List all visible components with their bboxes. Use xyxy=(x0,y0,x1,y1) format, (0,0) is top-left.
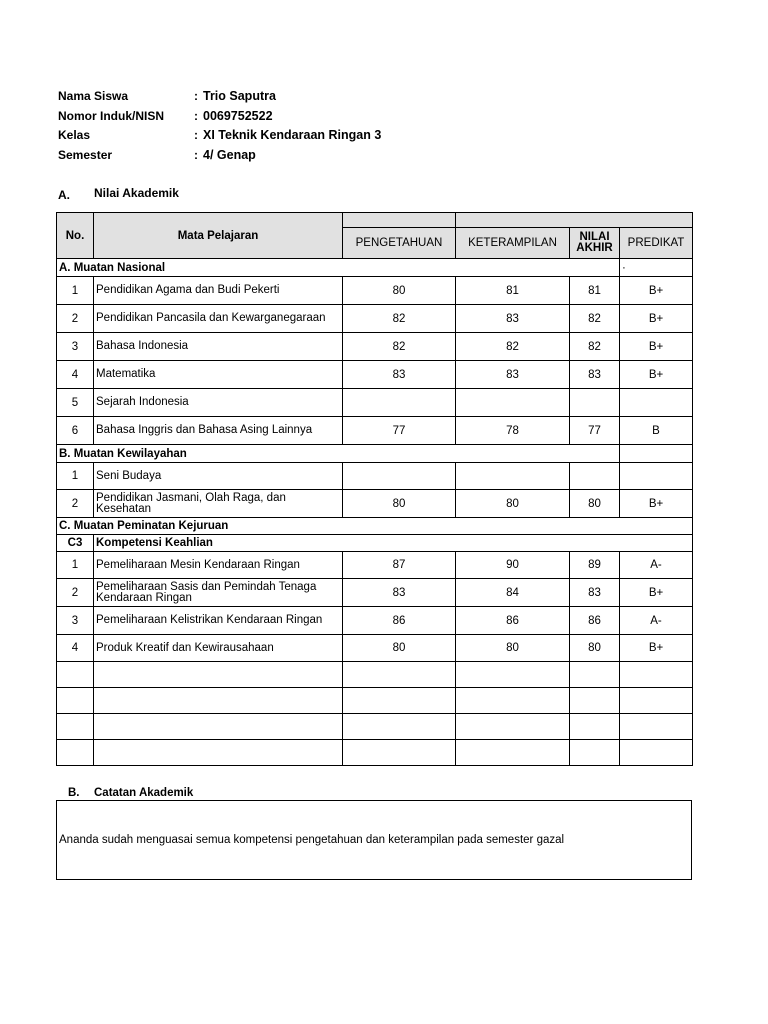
row-knowledge xyxy=(343,389,456,417)
row-skills: 78 xyxy=(456,417,570,445)
row-no: 2 xyxy=(57,579,94,607)
row-no: 3 xyxy=(57,607,94,635)
table-row xyxy=(57,417,693,445)
group-c-title: C. Muatan Peminatan Kejuruan xyxy=(57,518,693,535)
table-row xyxy=(57,361,693,389)
section-a-letter: A. xyxy=(58,188,70,202)
row-predicate: B+ xyxy=(620,579,693,607)
academic-notes-box xyxy=(56,800,692,880)
row-subject: Seni Budaya xyxy=(94,463,343,490)
row-no: 6 xyxy=(57,417,94,445)
class-label: Kelas xyxy=(58,128,91,142)
row-predicate xyxy=(620,463,693,490)
row-predicate: A- xyxy=(620,607,693,635)
row-subject: Bahasa Indonesia xyxy=(94,333,343,361)
group-row xyxy=(57,259,693,277)
empty-row xyxy=(57,714,693,740)
colon: : xyxy=(194,128,198,142)
row-predicate: A- xyxy=(620,552,693,579)
subgroup-c3-code: C3 xyxy=(57,535,94,552)
row-subject: Pemeliharaan Mesin Kendaraan Ringan xyxy=(94,552,343,579)
semester-label: Semester xyxy=(58,148,113,162)
row-skills: 90 xyxy=(456,552,570,579)
row-subject: Pendidikan Agama dan Budi Pekerti xyxy=(94,277,343,305)
row-no: 5 xyxy=(57,389,94,417)
group-row xyxy=(57,518,693,535)
row-skills: 81 xyxy=(456,277,570,305)
header-skills-top xyxy=(456,213,693,228)
row-final: 80 xyxy=(570,490,620,518)
row-knowledge: 80 xyxy=(343,635,456,662)
table-row xyxy=(57,607,693,635)
row-subject: Sejarah Indonesia xyxy=(94,389,343,417)
row-no: 2 xyxy=(57,305,94,333)
row-subject: Bahasa Inggris dan Bahasa Asing Lainnya xyxy=(94,417,343,445)
grades-table xyxy=(56,212,693,766)
header-knowledge-top xyxy=(343,213,456,228)
row-subject: Produk Kreatif dan Kewirausahaan xyxy=(94,635,343,662)
row-predicate: B+ xyxy=(620,333,693,361)
table-row xyxy=(57,305,693,333)
section-b-letter: B. xyxy=(68,787,80,799)
row-skills xyxy=(456,389,570,417)
table-row xyxy=(57,389,693,417)
row-skills: 82 xyxy=(456,333,570,361)
row-predicate: B+ xyxy=(620,635,693,662)
row-predicate: B+ xyxy=(620,361,693,389)
row-final: 83 xyxy=(570,361,620,389)
header-skills: KETERAMPILAN xyxy=(456,228,570,259)
empty-row xyxy=(57,662,693,688)
row-knowledge: 86 xyxy=(343,607,456,635)
row-skills xyxy=(456,463,570,490)
table-row xyxy=(57,635,693,662)
row-knowledge: 83 xyxy=(343,579,456,607)
header-predicate: PREDIKAT xyxy=(620,228,693,259)
row-knowledge: 87 xyxy=(343,552,456,579)
row-knowledge: 80 xyxy=(343,490,456,518)
row-subject: Pendidikan Jasmani, Olah Raga, dan Kesehatan xyxy=(94,490,343,518)
row-subject: Pemeliharaan Kelistrikan Kendaraan Ringan xyxy=(94,607,343,635)
table-header-row xyxy=(57,213,693,228)
row-no: 1 xyxy=(57,463,94,490)
row-final: 81 xyxy=(570,277,620,305)
table-row xyxy=(57,490,693,518)
row-no: 4 xyxy=(57,635,94,662)
row-final: 82 xyxy=(570,305,620,333)
row-subject: Matematika xyxy=(94,361,343,389)
group-row xyxy=(57,445,693,463)
row-no: 3 xyxy=(57,333,94,361)
row-knowledge: 77 xyxy=(343,417,456,445)
header-final: NILAI AKHIR xyxy=(570,228,620,259)
row-predicate xyxy=(620,389,693,417)
group-a-mark: · xyxy=(620,259,693,277)
group-a-title: A. Muatan Nasional xyxy=(57,259,620,277)
row-skills: 86 xyxy=(456,607,570,635)
subgroup-c3-title: Kompetensi Keahlian xyxy=(94,535,693,552)
table-row xyxy=(57,552,693,579)
colon: : xyxy=(194,148,198,162)
header-knowledge: PENGETAHUAN xyxy=(343,228,456,259)
row-knowledge: 80 xyxy=(343,277,456,305)
student-class: XI Teknik Kendaraan Ringan 3 xyxy=(203,128,382,142)
row-no: 2 xyxy=(57,490,94,518)
group-b-title: B. Muatan Kewilayahan xyxy=(57,445,620,463)
row-final: 80 xyxy=(570,635,620,662)
row-knowledge: 82 xyxy=(343,333,456,361)
colon: : xyxy=(194,89,198,103)
header-subject: Mata Pelajaran xyxy=(94,213,343,259)
row-knowledge: 82 xyxy=(343,305,456,333)
row-final xyxy=(570,463,620,490)
row-final: 89 xyxy=(570,552,620,579)
row-subject: Pendidikan Pancasila dan Kewarganegaraan xyxy=(94,305,343,333)
row-final: 77 xyxy=(570,417,620,445)
table-row xyxy=(57,333,693,361)
name-label: Nama Siswa xyxy=(58,89,129,103)
student-nisn: 0069752522 xyxy=(203,109,273,123)
empty-row xyxy=(57,688,693,714)
row-final: 83 xyxy=(570,579,620,607)
row-skills: 84 xyxy=(456,579,570,607)
table-row xyxy=(57,579,693,607)
row-subject: Pemeliharaan Sasis dan Pemindah Tenaga Kendaraan Ringan xyxy=(94,579,343,607)
nisn-label: Nomor Induk/NISN xyxy=(58,109,165,123)
row-knowledge: 83 xyxy=(343,361,456,389)
section-b-title: Catatan Akademik xyxy=(94,787,194,799)
table-row xyxy=(57,463,693,490)
empty-row xyxy=(57,740,693,766)
row-final: 86 xyxy=(570,607,620,635)
section-a-title: Nilai Akademik xyxy=(94,186,179,200)
row-skills: 80 xyxy=(456,490,570,518)
row-predicate: B+ xyxy=(620,305,693,333)
row-knowledge xyxy=(343,463,456,490)
academic-note: Ananda sudah menguasai semua kompetensi pengetahuan dan keterampilan pada semester gazal xyxy=(59,834,565,846)
table-row xyxy=(57,277,693,305)
row-skills: 80 xyxy=(456,635,570,662)
row-predicate: B+ xyxy=(620,490,693,518)
row-predicate: B+ xyxy=(620,277,693,305)
group-b-empty xyxy=(620,445,693,463)
row-final xyxy=(570,389,620,417)
row-no: 1 xyxy=(57,277,94,305)
row-no: 4 xyxy=(57,361,94,389)
colon: : xyxy=(194,109,198,123)
row-predicate: B xyxy=(620,417,693,445)
header-no: No. xyxy=(57,213,94,259)
subgroup-row xyxy=(57,535,693,552)
row-skills: 83 xyxy=(456,305,570,333)
row-no: 1 xyxy=(57,552,94,579)
row-final: 82 xyxy=(570,333,620,361)
student-semester: 4/ Genap xyxy=(203,148,256,162)
row-skills: 83 xyxy=(456,361,570,389)
student-name: Trio Saputra xyxy=(203,89,276,103)
